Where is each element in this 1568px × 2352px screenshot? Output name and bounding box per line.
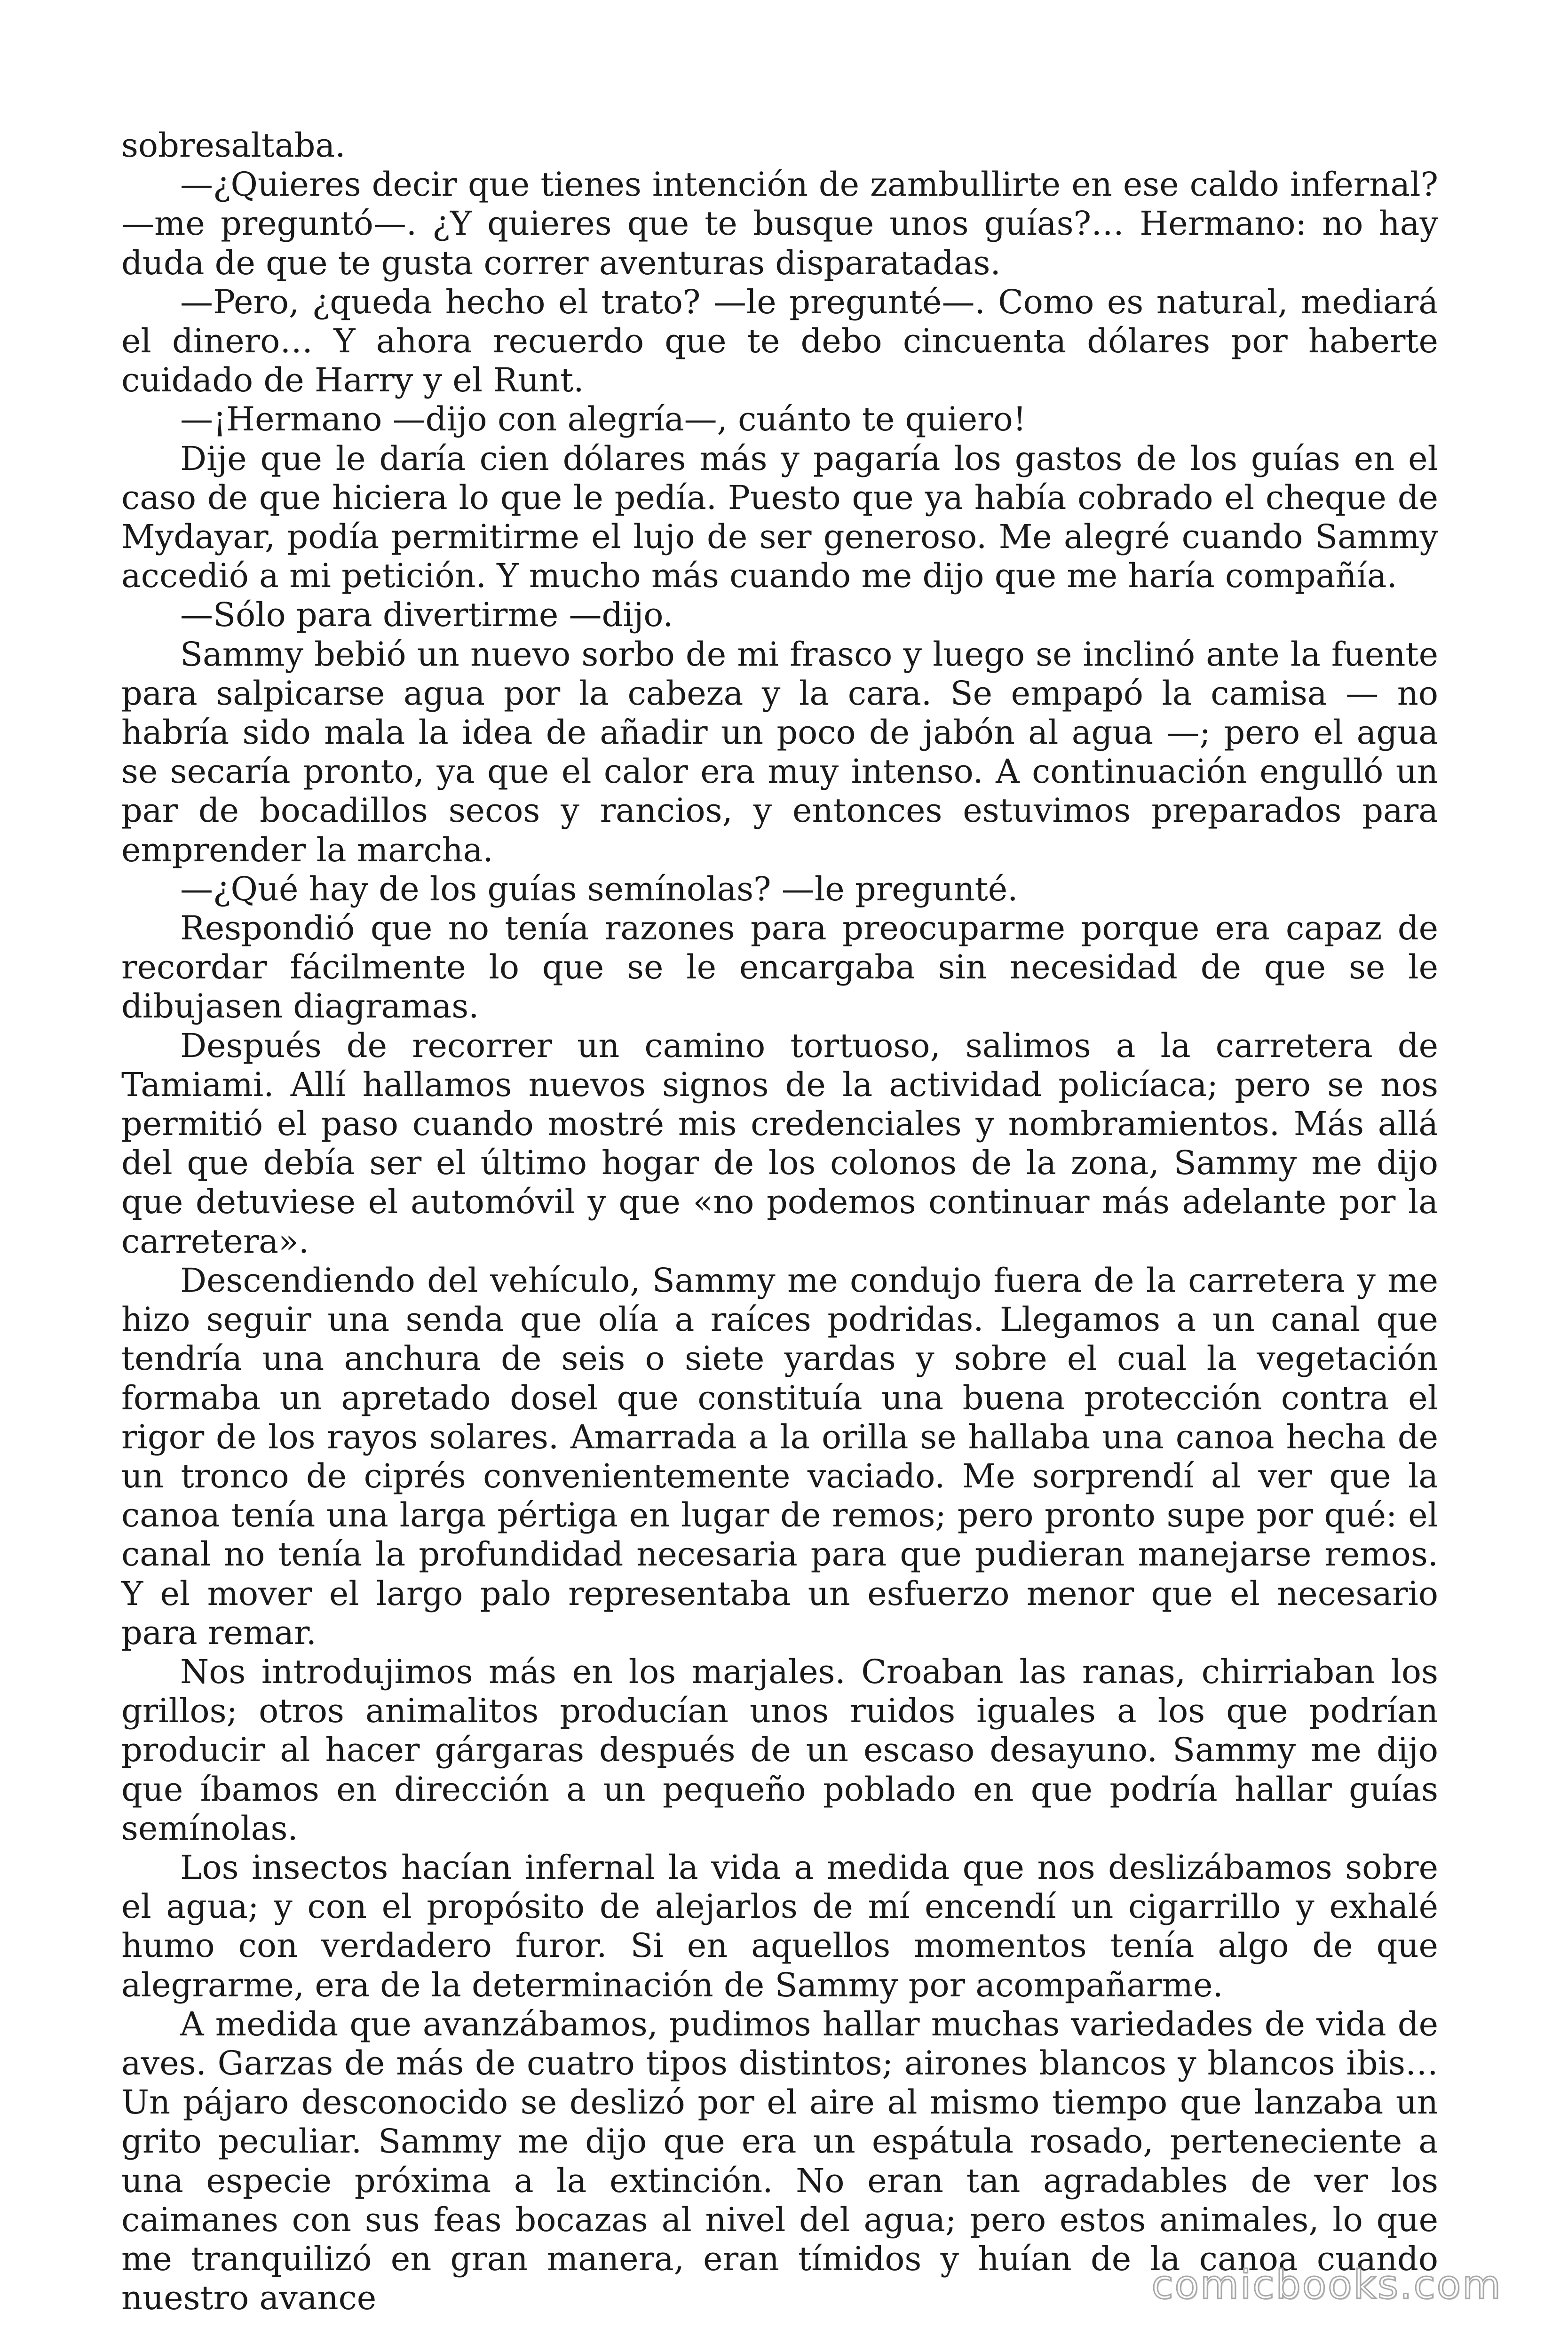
- paragraph: Descendiendo del vehículo, Sammy me condujo fuera de la carretera y me hizo seguir una senda que olía a raíces podridas. Llegamos a un canal que tendría una anchura de seis o siete yardas y sobre el cual la vegetación formaba un apretado dosel que constituía una buena protección contra el rigor de los rayos solares. Amarrada a la orilla se hallaba una canoa hecha de un tronco de ciprés convenientemente vaciado. Me sorprendí al ver que la canoa tenía una larga pértiga en lugar de remos; pero pronto supe por qué: el canal no tenía la profundidad necesaria para que pudieran manejarse remos. Y el mover el largo palo representaba un esfuerzo menor que el necesario para remar.: [121, 1261, 1438, 1652]
- paragraph: sobresaltaba.: [121, 126, 346, 165]
- paragraph: Después de recorrer un camino tortuoso, salimos a la carretera de Tamiami. Allí hallamos nuevos signos de la actividad policíaca; pero se nos permitió el paso cuando mostré mis credenciales y nombramientos. Más allá del que debía ser el último hogar de los colonos de la zona, Sammy me dijo que detuviese el automóvil y que «no podemos continuar más adelante por la carretera».: [121, 1026, 1438, 1261]
- body-text: [121, 126, 1438, 2318]
- paragraph: Dije que le daría cien dólares más y pagaría los gastos de los guías en el caso de que hiciera lo que le pedía. Puesto que ya había cobrado el cheque de Mydayar, podía permitirme el lujo de ser generoso. Me alegré cuando Sammy accedió a mi petición. Y mucho más cuando me dijo que me haría compañía.: [121, 439, 1438, 596]
- paragraph: —Sólo para divertirme —dijo.: [180, 596, 673, 635]
- paragraph: —¿Qué hay de los guías semínolas? —le pregunté.: [180, 869, 1018, 908]
- watermark: comicbooks.com: [1151, 2262, 1502, 2308]
- paragraph: Sammy bebió un nuevo sorbo de mi frasco y luego se inclinó ante la fuente para salpicarse agua por la cabeza y la cara. Se empapó la camisa — no habría sido mala la idea de añadir un poco de jabón al agua —; pero el agua se secaría pronto, ya que el calor era muy intenso. A continuación engulló un par de bocadillos secos y rancios, y entonces estuvimos preparados para emprender la marcha.: [121, 635, 1438, 869]
- paragraph: Los insectos hacían infernal la vida a medida que nos deslizábamos sobre el agua; y con el propósito de alejarlos de mí encendí un cigarrillo y exhalé humo con verdadero furor. Si en aquellos momentos tenía algo de que alegrarme, era de la determinación de Sammy por acompañarme.: [121, 1848, 1438, 2004]
- paragraph: —¡Hermano —dijo con alegría—, cuánto te quiero!: [180, 400, 1026, 439]
- paragraph: A medida que avanzábamos, pudimos hallar muchas variedades de vida de aves. Garzas de más de cuatro tipos distintos; airones blancos y blancos ibis… Un pájaro desconocido se deslizó por el aire al mismo tiempo que lanzaba un grito peculiar. Sammy me dijo que era un espátula rosado, perteneciente a una especie próxima a la extinción. No eran tan agradables de ver los caimanes con sus feas bocazas al nivel del agua; pero estos animales, lo que me tranquilizó en gran manera, eran tímidos y huían de la canoa cuando nuestro avance: [121, 2004, 1438, 2318]
- paragraph: Respondió que no tenía razones para preocuparme porque era capaz de recordar fácilmente lo que se le encargaba sin necesidad de que se le dibujasen diagramas.: [121, 909, 1438, 1026]
- paragraph: —¿Quieres decir que tienes intención de zambullirte en ese caldo infernal? —me preguntó—. ¿Y quieres que te busque unos guías?… Hermano: no hay duda de que te gusta correr aventuras disparatadas.: [121, 165, 1438, 282]
- paragraph: Nos introdujimos más en los marjales. Croaban las ranas, chirriaban los grillos; otros animalitos producían unos ruidos iguales a los que podrían producir al hacer gárgaras después de un escaso desayuno. Sammy me dijo que íbamos en dirección a un pequeño poblado en que podría hallar guías semínolas.: [121, 1652, 1438, 1848]
- paragraph: —Pero, ¿queda hecho el trato? —le pregunté—. Como es natural, mediará el dinero… Y ahora recuerdo que te debo cincuenta dólares por haberte cuidado de Harry y el Runt.: [121, 282, 1438, 400]
